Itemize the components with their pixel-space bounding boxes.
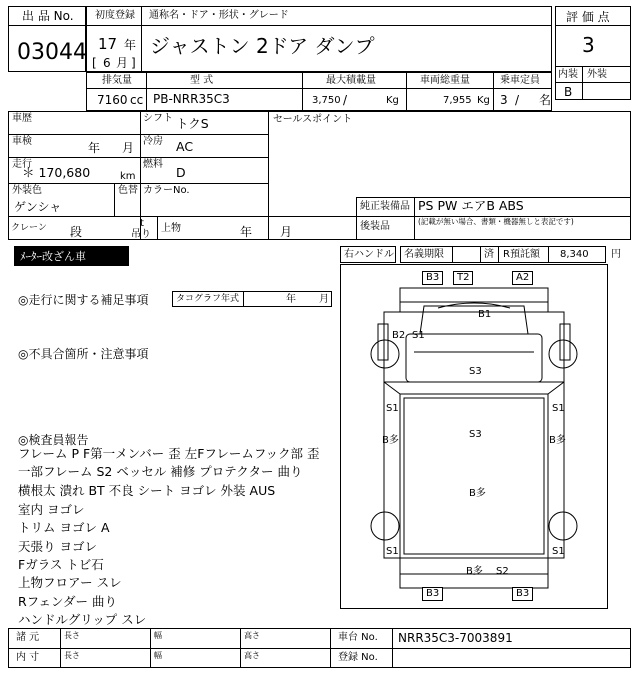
report-line: 一部フレーム S2 ベッセル 補修 プロテクター 曲り: [18, 464, 303, 479]
grade-value: 3: [582, 33, 595, 57]
upper-year: 年: [240, 225, 253, 239]
recycle-mark: 済: [484, 249, 494, 260]
damage-label: S1: [412, 330, 425, 341]
fuel-value: D: [176, 165, 186, 180]
length-label: 長さ: [64, 631, 80, 640]
capacity-slash: /: [515, 93, 520, 107]
capacity-unit: 名: [539, 93, 552, 107]
damage-label: T2: [453, 271, 473, 285]
damage-label: S3: [469, 366, 482, 377]
capacity-value: 3: [500, 93, 508, 107]
ac-value: AC: [176, 139, 194, 154]
gross-weight-unit: Kg: [477, 95, 490, 106]
report-line: ハンドルグリップ スレ: [18, 612, 147, 627]
ac-label: 冷房: [143, 136, 163, 147]
transfer-label: 名義期限: [404, 249, 444, 260]
mileage-label: 走行: [12, 159, 32, 170]
r-deposit-value: 8,340: [560, 249, 589, 260]
damage-label: B多: [549, 435, 566, 446]
interior-value: B: [564, 85, 573, 99]
type-label: 型 式: [190, 75, 214, 86]
report-line: 室内 ヨゴレ: [18, 502, 85, 517]
upper-label: 上物: [161, 223, 181, 234]
inspection-label: 車検: [12, 136, 32, 147]
crane-stage: 段: [70, 225, 83, 239]
displacement-label: 排気量: [102, 75, 132, 86]
shift-label: シフト: [143, 113, 173, 124]
upper-month: 月: [280, 225, 293, 239]
report-line: Rフェンダー 曲り: [18, 594, 118, 609]
displacement-unit: cc: [130, 93, 144, 107]
length-label: 長さ: [64, 651, 80, 660]
mileage-unit: km: [120, 171, 136, 182]
reg-year-unit: 年: [124, 38, 137, 52]
gross-weight-value: 7,955: [443, 95, 472, 106]
width-label: 幅: [154, 651, 162, 660]
r-deposit-label: R預託額: [503, 249, 540, 260]
damage-label: S1: [386, 546, 399, 557]
report-line: フレーム P F第一メンバー 歪 左Fフレームフック部 歪: [18, 446, 320, 461]
chassis-value: NRR35C3-7003891: [398, 631, 513, 645]
gross-weight-label: 車両総重量: [420, 75, 470, 86]
fuel-label: 燃料: [143, 159, 163, 170]
max-load-value: 3,750: [312, 95, 341, 106]
width-label: 幅: [154, 631, 162, 640]
displacement-value: 7160: [97, 93, 128, 107]
model-name: ジャストン 2ドア ダンプ: [150, 34, 375, 58]
report-line: Fガラス トビ石: [18, 557, 104, 572]
color-code-label: 色替: [118, 185, 138, 196]
damage-label: B3: [422, 271, 443, 285]
damage-label: B1: [478, 309, 492, 320]
damage-label: B3: [512, 587, 533, 601]
damage-label: B多: [382, 435, 399, 446]
reg-no-label: 登録 No.: [338, 652, 378, 663]
r-deposit-unit: 円: [611, 249, 621, 260]
lot-number: 03044: [17, 40, 87, 65]
exterior-label: 外装: [587, 69, 607, 80]
equipment-label: 純正装備品: [360, 201, 410, 212]
handle-label: 右ハンドル: [344, 249, 394, 260]
max-load-unit: Kg: [386, 95, 399, 106]
model-code: PB-NRR35C3: [153, 92, 230, 106]
defects-label: ◎不具合箇所・注意事項: [18, 347, 149, 361]
shift-value: トクS: [176, 116, 209, 131]
equipment-value: PS PW エアB ABS: [418, 198, 524, 213]
damage-label: A2: [512, 271, 533, 285]
crane-label: クレーン: [11, 223, 47, 233]
damage-label: S1: [552, 546, 565, 557]
damage-label: B多: [466, 566, 483, 577]
grade-label: 評 価 点: [566, 10, 610, 24]
lot-label: 出 品 No.: [22, 9, 74, 23]
exterior-color-label: 外装色: [12, 185, 42, 196]
tachograph-label: タコグラフ年式: [176, 294, 240, 304]
model-label: 通称名・ドア・形状・グレード: [149, 10, 289, 21]
retrofit-note: (記載が無い場合、書類・機器無しと表記です): [418, 217, 574, 226]
tacho-month: 月: [319, 294, 329, 305]
retrofit-label: 後装品: [360, 221, 390, 232]
reg-month-open: [: [92, 56, 97, 70]
reg-month: 6: [103, 56, 111, 70]
supplement-label: ◎走行に関する補足事項: [18, 293, 149, 307]
capacity-label: 乗車定員: [500, 75, 540, 86]
reg-month-unit: 月: [116, 56, 129, 70]
mileage-value: ＊ 170,680: [22, 165, 91, 180]
color-no-label: カラーNo.: [143, 185, 190, 196]
chassis-label: 車台 No.: [338, 632, 378, 643]
report-line: トリム ヨゴレ A: [18, 520, 110, 535]
sales-point-label: セールスポイント: [273, 114, 353, 125]
naisun-label: 内 寸: [16, 652, 40, 663]
meter-tamper-badge: ﾒｰﾀｰ改ざん車: [14, 246, 129, 266]
max-load-slash: /: [343, 93, 348, 107]
report-line: 上物フロアー スレ: [18, 575, 122, 590]
tacho-year: 年: [286, 294, 296, 305]
damage-label: S1: [386, 403, 399, 414]
damage-label: B3: [422, 587, 443, 601]
damage-label: S2: [496, 566, 509, 577]
crane-ton-label: 吊り: [131, 229, 151, 240]
max-load-label: 最大積載量: [326, 75, 376, 86]
damage-label: S3: [469, 429, 482, 440]
reg-year: 17: [98, 35, 118, 53]
height-label: 高さ: [244, 631, 260, 640]
damage-label: B多: [469, 488, 486, 499]
reg-label: 初度登録: [95, 10, 135, 21]
report-line: 天張り ヨゴレ: [18, 539, 97, 554]
reg-month-close: ]: [131, 56, 136, 70]
damage-label: B2: [392, 330, 406, 341]
height-label: 高さ: [244, 651, 260, 660]
inspection-month: 月: [122, 141, 135, 155]
report-line: 横根太 潰れ BT 不良 シート ヨゴレ 外装 AUS: [18, 483, 276, 498]
exterior-color-value: ゲンシャ: [14, 200, 62, 214]
history-label: 車歴: [12, 113, 32, 124]
damage-label: S1: [552, 403, 565, 414]
inspector-label: ◎検査員報告: [18, 433, 89, 447]
inspection-year: 年: [88, 141, 101, 155]
interior-label: 内装: [558, 69, 578, 80]
crane-ton-t: t: [140, 218, 144, 229]
moroshi-label: 諸 元: [16, 632, 40, 643]
